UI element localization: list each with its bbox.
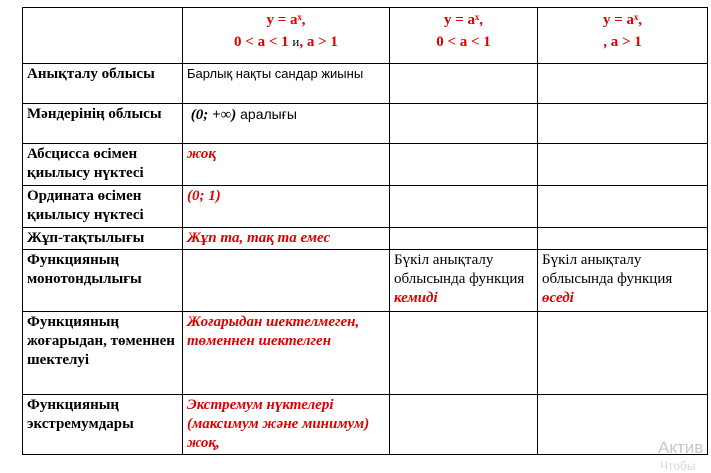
parity-value: Жұп та, тақ та емес (183, 228, 390, 250)
table-row (23, 144, 708, 186)
header-condition: , a > 1 (603, 34, 642, 50)
row-label: Жұп-тақтылығы (23, 228, 183, 250)
table-row (23, 250, 708, 312)
row-label: Мәндерінің облысы (23, 104, 183, 144)
monotonic-decreasing: Бүкіл анықталу облысында функция кемиді (390, 250, 538, 312)
cell (390, 144, 538, 186)
cell (538, 64, 708, 104)
row-label: Функцияның жоғарыдан, төменнен шектелуі (23, 312, 183, 395)
row-label: Абсцисса өсімен қиылысу нүктесі (23, 144, 183, 186)
cell (390, 186, 538, 228)
increasing-word: өседі (542, 290, 574, 306)
header-formula: y = aˣ, (266, 12, 306, 28)
row-label: Функцияның монотондылығы (23, 250, 183, 312)
header-increasing-case (538, 8, 708, 64)
table-row (23, 64, 708, 104)
table-row (23, 228, 708, 250)
boundedness-value: Жоғарыдан шектелмеген, төменнен шектелген (183, 312, 390, 395)
header-formula: y = aˣ, (443, 12, 484, 28)
range-suffix: аралығы (236, 106, 297, 122)
cell (390, 312, 538, 395)
cell (538, 312, 708, 395)
table-row (23, 186, 708, 228)
cell (538, 228, 708, 250)
range-interval: (0; +∞) (190, 107, 237, 123)
header-condition: 0 < a < 1 (436, 34, 491, 50)
cell (538, 104, 708, 144)
monotonic-increasing: Бүкіл анықталу облысында функция өседі (538, 250, 708, 312)
cell (390, 395, 538, 455)
activation-watermark: Актив (658, 438, 704, 457)
range-value (183, 104, 390, 144)
header-formula: y = aˣ, (602, 12, 643, 28)
header-decreasing-case (390, 8, 538, 64)
header-row (23, 8, 708, 64)
properties-table (22, 7, 708, 455)
cell (390, 104, 538, 144)
table-row (23, 104, 708, 144)
row-label: Функцияның экстремумдары (23, 395, 183, 455)
cell (390, 228, 538, 250)
header-condition-gt1: , a > 1 (299, 34, 338, 50)
row-label: Анықталу облысы (23, 64, 183, 104)
row-label: Ордината өсімен қиылысу нүктесі (23, 186, 183, 228)
table-row (23, 312, 708, 395)
header-empty-cell (23, 8, 183, 64)
decreasing-word: кемиді (394, 290, 438, 306)
extremum-value: Экстремум нүктелері (максимум және минимум) жоқ, (183, 395, 390, 455)
activation-watermark-sub: Чтобы (660, 459, 696, 473)
table-row (23, 395, 708, 455)
cell (183, 250, 390, 312)
x-intercept-value: жоқ (183, 144, 390, 186)
cell (538, 186, 708, 228)
cell (390, 64, 538, 104)
y-intercept-value: (0; 1) (183, 186, 390, 228)
cell (538, 144, 708, 186)
header-and: и (292, 34, 300, 49)
header-both-cases (183, 8, 390, 64)
domain-value: Барлық нақты сандар жиыны (183, 64, 390, 104)
header-condition-lt1: 0 < a < 1 (234, 34, 289, 50)
